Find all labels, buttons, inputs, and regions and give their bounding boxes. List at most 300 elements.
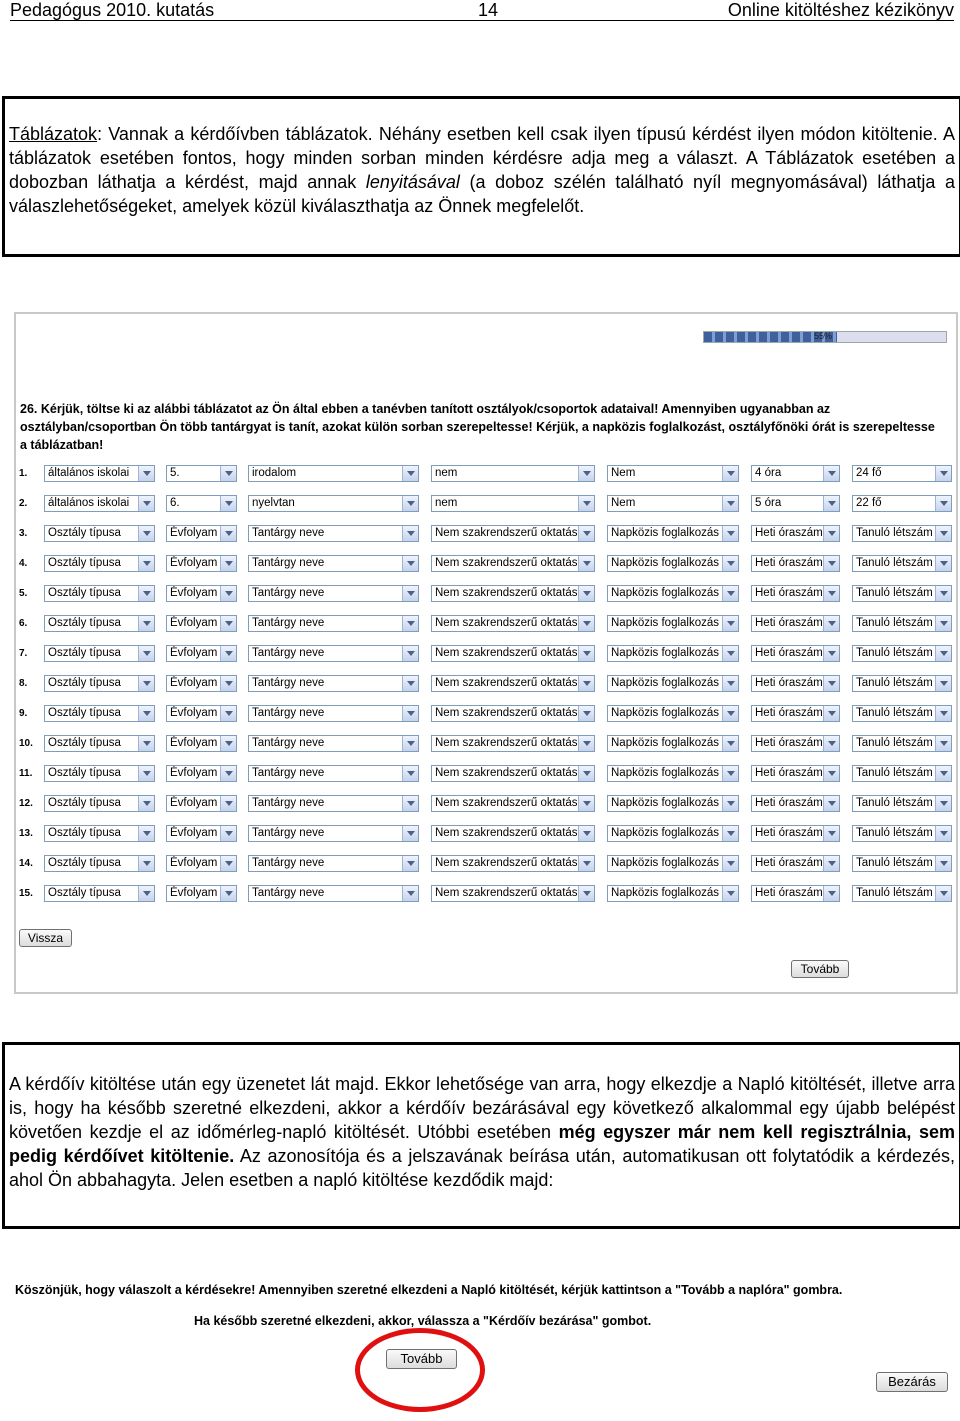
select-value: Nem szakrendszerű oktatás xyxy=(435,827,578,839)
table-row xyxy=(16,765,956,785)
dropdown-arrow-icon[interactable] xyxy=(823,736,839,751)
select-value: Napközis foglalkozás xyxy=(611,617,720,629)
grade-select[interactable] xyxy=(166,675,237,692)
grade-select[interactable] xyxy=(166,585,237,602)
dropdown-arrow-icon[interactable] xyxy=(935,586,951,601)
dropdown-arrow-icon[interactable] xyxy=(935,706,951,721)
subject-select[interactable] xyxy=(248,705,419,722)
dropdown-arrow-icon[interactable] xyxy=(402,646,418,661)
select-value: Tanuló létszám xyxy=(856,617,933,629)
subject-select[interactable] xyxy=(248,855,419,872)
dropdown-arrow-icon[interactable] xyxy=(578,586,594,601)
dropdown-arrow-icon[interactable] xyxy=(402,556,418,571)
select-value: Napközis foglalkozás xyxy=(611,767,720,779)
select-value: Heti óraszám xyxy=(755,887,823,899)
select-value: Nem szakrendszerű oktatás xyxy=(435,677,578,689)
dropdown-arrow-icon[interactable] xyxy=(220,646,236,661)
dropdown-arrow-icon[interactable] xyxy=(722,676,738,691)
dropdown-arrow-icon[interactable] xyxy=(138,796,154,811)
student-count-select[interactable] xyxy=(852,555,952,572)
select-value: nyelvtan xyxy=(252,497,295,509)
select-value: Tantárgy neve xyxy=(252,527,325,539)
dropdown-arrow-icon[interactable] xyxy=(138,616,154,631)
dropdown-arrow-icon[interactable] xyxy=(402,526,418,541)
class-type-select[interactable] xyxy=(44,645,155,662)
student-count-select[interactable] xyxy=(852,675,952,692)
class-type-select[interactable] xyxy=(44,495,155,512)
dropdown-arrow-icon[interactable] xyxy=(220,706,236,721)
after-school-select[interactable] xyxy=(607,825,739,842)
dropdown-arrow-icon[interactable] xyxy=(722,736,738,751)
non-specialized-select[interactable] xyxy=(431,615,595,632)
dropdown-arrow-icon[interactable] xyxy=(138,646,154,661)
non-specialized-select[interactable] xyxy=(431,885,595,902)
select-value: Tanuló létszám xyxy=(856,827,933,839)
non-specialized-select[interactable] xyxy=(431,825,595,842)
weekly-hours-select[interactable] xyxy=(751,795,840,812)
thanks-message: Köszönjük, hogy válaszolt a kérdésekre! Amennyiben szeretné elkezdeni a Napló kitöltését, kérjük kattintson a "Tovább a naplóra" gombra. xyxy=(15,1283,843,1297)
dropdown-arrow-icon[interactable] xyxy=(722,826,738,841)
dropdown-arrow-icon[interactable] xyxy=(138,676,154,691)
non-specialized-select[interactable] xyxy=(431,705,595,722)
dropdown-arrow-icon[interactable] xyxy=(220,886,236,901)
grade-select[interactable] xyxy=(166,645,237,662)
dropdown-arrow-icon[interactable] xyxy=(722,796,738,811)
dropdown-arrow-icon[interactable] xyxy=(578,766,594,781)
select-value: Heti óraszám xyxy=(755,707,823,719)
dropdown-arrow-icon[interactable] xyxy=(138,766,154,781)
student-count-select[interactable] xyxy=(852,615,952,632)
non-specialized-select[interactable] xyxy=(431,795,595,812)
row-number: 6. xyxy=(19,618,28,629)
dropdown-arrow-icon[interactable] xyxy=(823,826,839,841)
weekly-hours-select[interactable] xyxy=(751,585,840,602)
select-value: Évfolyam xyxy=(170,527,218,539)
student-count-select[interactable] xyxy=(852,585,952,602)
dropdown-arrow-icon[interactable] xyxy=(722,616,738,631)
dropdown-arrow-icon[interactable] xyxy=(220,736,236,751)
select-value: Tanuló létszám xyxy=(856,587,933,599)
dropdown-arrow-icon[interactable] xyxy=(935,856,951,871)
student-count-select[interactable] xyxy=(852,495,952,512)
select-value: 5 óra xyxy=(755,497,782,509)
question-text: 26. Kérjük, töltse ki az alábbi táblázatot az Ön által ebben a tanévben tanított osztályok/csoportok adataival! Amennyiben ugyanabban az osztályban/csoportban Ön több tantárgyat is tanít, azokat külön sorban szerepeltesse! Kérjük, a napközis foglalkozást, osztályfőnöki órát is szerepeltesse a táblázatban! xyxy=(20,402,935,452)
after-school-select[interactable] xyxy=(607,525,739,542)
select-value: Heti óraszám xyxy=(755,797,823,809)
select-value: általános iskolai xyxy=(48,497,130,509)
dropdown-arrow-icon[interactable] xyxy=(402,856,418,871)
dropdown-arrow-icon[interactable] xyxy=(935,886,951,901)
select-value: Tanuló létszám xyxy=(856,797,933,809)
dropdown-arrow-icon[interactable] xyxy=(935,736,951,751)
dropdown-arrow-icon[interactable] xyxy=(220,826,236,841)
dropdown-arrow-icon[interactable] xyxy=(402,796,418,811)
dropdown-arrow-icon[interactable] xyxy=(935,466,951,481)
subject-select[interactable] xyxy=(248,795,419,812)
student-count-select[interactable] xyxy=(852,765,952,782)
after-school-select[interactable] xyxy=(607,465,739,482)
select-value: Nem szakrendszerű oktatás xyxy=(435,737,578,749)
select-value: Heti óraszám xyxy=(755,677,823,689)
after-school-select[interactable] xyxy=(607,765,739,782)
tables-text-italic: lenyitásával xyxy=(365,172,460,192)
non-specialized-select[interactable] xyxy=(431,525,595,542)
class-type-select[interactable] xyxy=(44,735,155,752)
select-value: Évfolyam xyxy=(170,797,218,809)
dropdown-arrow-icon[interactable] xyxy=(138,526,154,541)
weekly-hours-select[interactable] xyxy=(751,465,840,482)
dropdown-arrow-icon[interactable] xyxy=(138,466,154,481)
select-value: Napközis foglalkozás xyxy=(611,797,720,809)
table-row xyxy=(16,645,956,665)
header-left: Pedagógus 2010. kutatás xyxy=(10,0,215,20)
weekly-hours-select[interactable] xyxy=(751,855,840,872)
dropdown-arrow-icon[interactable] xyxy=(220,856,236,871)
completion-text-bold: még egyszer már nem kell regisztrálnia, sem pedig kérdőívet kitöltenie. xyxy=(9,1122,955,1166)
dropdown-arrow-icon[interactable] xyxy=(138,826,154,841)
select-value: Osztály típusa xyxy=(48,557,121,569)
select-value: Tanuló létszám xyxy=(856,557,933,569)
after-school-select[interactable] xyxy=(607,885,739,902)
dropdown-arrow-icon[interactable] xyxy=(935,616,951,631)
class-type-select[interactable] xyxy=(44,615,155,632)
dropdown-arrow-icon[interactable] xyxy=(138,706,154,721)
dropdown-arrow-icon[interactable] xyxy=(138,856,154,871)
dropdown-arrow-icon[interactable] xyxy=(402,586,418,601)
dropdown-arrow-icon[interactable] xyxy=(722,466,738,481)
select-value: Tanuló létszám xyxy=(856,707,933,719)
dropdown-arrow-icon[interactable] xyxy=(578,796,594,811)
tables-text-1: : Vannak a kérdőívben táblázatok. Néhány esetben kell csak ilyen típusú kérdést ilyen módon kitöltenie. A táblázatok esetében fontos, hogy minden sorban minden kérdésre adja meg a választ. A Táblázatok esetében a dobozban láthatja a kérdést, majd annak xyxy=(9,124,955,192)
after-school-select[interactable] xyxy=(607,675,739,692)
table-row xyxy=(16,675,956,695)
select-value: Nem szakrendszerű oktatás xyxy=(435,887,578,899)
completion-info-box xyxy=(2,1042,960,1229)
select-value: Nem szakrendszerű oktatás xyxy=(435,767,578,779)
table-row xyxy=(16,705,956,725)
dropdown-arrow-icon[interactable] xyxy=(722,556,738,571)
dropdown-arrow-icon[interactable] xyxy=(220,586,236,601)
dropdown-arrow-icon[interactable] xyxy=(722,586,738,601)
subject-select[interactable] xyxy=(248,675,419,692)
dropdown-arrow-icon[interactable] xyxy=(722,766,738,781)
non-specialized-select[interactable] xyxy=(431,465,595,482)
after-school-select[interactable] xyxy=(607,585,739,602)
dropdown-arrow-icon[interactable] xyxy=(823,676,839,691)
tables-info-box xyxy=(2,96,960,257)
dropdown-arrow-icon[interactable] xyxy=(823,496,839,511)
select-value: Tantárgy neve xyxy=(252,887,325,899)
select-value: Tantárgy neve xyxy=(252,797,325,809)
select-value: Heti óraszám xyxy=(755,647,823,659)
weekly-hours-select[interactable] xyxy=(751,675,840,692)
dropdown-arrow-icon[interactable] xyxy=(578,616,594,631)
class-type-select[interactable] xyxy=(44,585,155,602)
select-value: Heti óraszám xyxy=(755,827,823,839)
dropdown-arrow-icon[interactable] xyxy=(823,646,839,661)
dropdown-arrow-icon[interactable] xyxy=(578,676,594,691)
student-count-select[interactable] xyxy=(852,885,952,902)
subject-select[interactable] xyxy=(248,525,419,542)
select-value: Heti óraszám xyxy=(755,737,823,749)
dropdown-arrow-icon[interactable] xyxy=(935,526,951,541)
dropdown-arrow-icon[interactable] xyxy=(578,886,594,901)
dropdown-arrow-icon[interactable] xyxy=(722,706,738,721)
select-value: 22 fő xyxy=(856,497,882,509)
dropdown-arrow-icon[interactable] xyxy=(220,466,236,481)
grade-select[interactable] xyxy=(166,525,237,542)
dropdown-arrow-icon[interactable] xyxy=(220,676,236,691)
row-number: 11. xyxy=(19,768,33,779)
dropdown-arrow-icon[interactable] xyxy=(402,826,418,841)
dropdown-arrow-icon[interactable] xyxy=(722,886,738,901)
dropdown-arrow-icon[interactable] xyxy=(578,496,594,511)
non-specialized-select[interactable] xyxy=(431,735,595,752)
dropdown-arrow-icon[interactable] xyxy=(402,676,418,691)
subject-select[interactable] xyxy=(248,765,419,782)
weekly-hours-select[interactable] xyxy=(751,495,840,512)
dropdown-arrow-icon[interactable] xyxy=(823,526,839,541)
class-type-select[interactable] xyxy=(44,465,155,482)
select-value: Heti óraszám xyxy=(755,587,823,599)
after-school-select[interactable] xyxy=(607,855,739,872)
student-count-select[interactable] xyxy=(852,795,952,812)
row-number: 13. xyxy=(19,828,33,839)
student-count-select[interactable] xyxy=(852,825,952,842)
grade-select[interactable] xyxy=(166,735,237,752)
student-count-select[interactable] xyxy=(852,705,952,722)
dropdown-arrow-icon[interactable] xyxy=(578,646,594,661)
weekly-hours-select[interactable] xyxy=(751,735,840,752)
dropdown-arrow-icon[interactable] xyxy=(402,616,418,631)
non-specialized-select[interactable] xyxy=(431,645,595,662)
dropdown-arrow-icon[interactable] xyxy=(823,886,839,901)
select-value: Évfolyam xyxy=(170,617,218,629)
select-value: Tanuló létszám xyxy=(856,647,933,659)
dropdown-arrow-icon[interactable] xyxy=(823,586,839,601)
dropdown-arrow-icon[interactable] xyxy=(722,856,738,871)
select-value: Osztály típusa xyxy=(48,527,121,539)
class-type-select[interactable] xyxy=(44,855,155,872)
class-type-select[interactable] xyxy=(44,705,155,722)
dropdown-arrow-icon[interactable] xyxy=(578,856,594,871)
dropdown-arrow-icon[interactable] xyxy=(935,766,951,781)
after-school-select[interactable] xyxy=(607,645,739,662)
select-value: Tantárgy neve xyxy=(252,647,325,659)
dropdown-arrow-icon[interactable] xyxy=(935,646,951,661)
dropdown-arrow-icon[interactable] xyxy=(138,556,154,571)
dropdown-arrow-icon[interactable] xyxy=(722,496,738,511)
select-value: Napközis foglalkozás xyxy=(611,677,720,689)
after-school-select[interactable] xyxy=(607,705,739,722)
subject-select[interactable] xyxy=(248,615,419,632)
dropdown-arrow-icon[interactable] xyxy=(138,586,154,601)
dropdown-arrow-icon[interactable] xyxy=(578,466,594,481)
dropdown-arrow-icon[interactable] xyxy=(402,706,418,721)
weekly-hours-select[interactable] xyxy=(751,705,840,722)
header-right: Online kitöltéshez kézikönyv xyxy=(727,0,954,20)
grade-select[interactable] xyxy=(166,495,237,512)
student-count-select[interactable] xyxy=(852,855,952,872)
dropdown-arrow-icon[interactable] xyxy=(935,796,951,811)
subject-select[interactable] xyxy=(248,735,419,752)
next-button[interactable]: Tovább xyxy=(791,960,849,978)
after-school-select[interactable] xyxy=(607,615,739,632)
row-number: 2. xyxy=(19,498,28,509)
dropdown-arrow-icon[interactable] xyxy=(578,706,594,721)
weekly-hours-select[interactable] xyxy=(751,645,840,662)
row-number: 15. xyxy=(19,888,33,899)
dropdown-arrow-icon[interactable] xyxy=(138,496,154,511)
after-school-select[interactable] xyxy=(607,735,739,752)
student-count-select[interactable] xyxy=(852,465,952,482)
grade-select[interactable] xyxy=(166,465,237,482)
non-specialized-select[interactable] xyxy=(431,585,595,602)
row-number: 8. xyxy=(19,678,28,689)
after-school-select[interactable] xyxy=(607,555,739,572)
dropdown-arrow-icon[interactable] xyxy=(138,736,154,751)
dropdown-arrow-icon[interactable] xyxy=(402,736,418,751)
student-count-select[interactable] xyxy=(852,735,952,752)
grade-select[interactable] xyxy=(166,825,237,842)
dropdown-arrow-icon[interactable] xyxy=(823,556,839,571)
dropdown-arrow-icon[interactable] xyxy=(823,796,839,811)
dropdown-arrow-icon[interactable] xyxy=(220,616,236,631)
dropdown-arrow-icon[interactable] xyxy=(823,856,839,871)
select-value: Tantárgy neve xyxy=(252,767,325,779)
dropdown-arrow-icon[interactable] xyxy=(220,766,236,781)
subject-select[interactable] xyxy=(248,885,419,902)
select-value: 24 fő xyxy=(856,467,882,479)
dropdown-arrow-icon[interactable] xyxy=(578,826,594,841)
class-type-select[interactable] xyxy=(44,555,155,572)
dropdown-arrow-icon[interactable] xyxy=(402,766,418,781)
continue-to-diary-button[interactable]: Tovább xyxy=(386,1349,457,1369)
class-type-select[interactable] xyxy=(44,795,155,812)
dropdown-arrow-icon[interactable] xyxy=(823,466,839,481)
weekly-hours-select[interactable] xyxy=(751,765,840,782)
select-value: nem xyxy=(435,467,458,479)
non-specialized-select[interactable] xyxy=(431,495,595,512)
dropdown-arrow-icon[interactable] xyxy=(935,826,951,841)
tables-term: Táblázatok xyxy=(9,124,98,144)
dropdown-arrow-icon[interactable] xyxy=(823,616,839,631)
non-specialized-select[interactable] xyxy=(431,855,595,872)
select-value: Nem szakrendszerű oktatás xyxy=(435,797,578,809)
dropdown-arrow-icon[interactable] xyxy=(220,496,236,511)
subject-select[interactable] xyxy=(248,555,419,572)
dropdown-arrow-icon[interactable] xyxy=(220,556,236,571)
dropdown-arrow-icon[interactable] xyxy=(935,556,951,571)
grade-select[interactable] xyxy=(166,885,237,902)
student-count-select[interactable] xyxy=(852,645,952,662)
dropdown-arrow-icon[interactable] xyxy=(578,736,594,751)
row-number: 7. xyxy=(19,648,28,659)
row-number: 12. xyxy=(19,798,33,809)
dropdown-arrow-icon[interactable] xyxy=(722,526,738,541)
after-school-select[interactable] xyxy=(607,495,739,512)
subject-select[interactable] xyxy=(248,495,419,512)
row-number: 10. xyxy=(19,738,33,749)
subject-select[interactable] xyxy=(248,825,419,842)
class-type-select[interactable] xyxy=(44,825,155,842)
select-value: Évfolyam xyxy=(170,827,218,839)
dropdown-arrow-icon[interactable] xyxy=(220,526,236,541)
later-message: Ha később szeretné elkezdeni, akkor, válassza a "Kérdőív bezárása" gombot. xyxy=(194,1314,652,1328)
select-value: Nem szakrendszerű oktatás xyxy=(435,647,578,659)
non-specialized-select[interactable] xyxy=(431,765,595,782)
grade-select[interactable] xyxy=(166,855,237,872)
table-row xyxy=(16,855,956,875)
weekly-hours-select[interactable] xyxy=(751,615,840,632)
dropdown-arrow-icon[interactable] xyxy=(402,886,418,901)
weekly-hours-select[interactable] xyxy=(751,825,840,842)
dropdown-arrow-icon[interactable] xyxy=(578,556,594,571)
row-number: 1. xyxy=(19,468,28,479)
subject-select[interactable] xyxy=(248,465,419,482)
dropdown-arrow-icon[interactable] xyxy=(402,466,418,481)
back-button[interactable]: Vissza xyxy=(19,929,72,947)
select-value: irodalom xyxy=(252,467,297,479)
weekly-hours-select[interactable] xyxy=(751,885,840,902)
dropdown-arrow-icon[interactable] xyxy=(823,766,839,781)
select-value: Tanuló létszám xyxy=(856,737,933,749)
select-value: Tantárgy neve xyxy=(252,857,325,869)
close-questionnaire-button[interactable]: Bezárás xyxy=(876,1372,948,1392)
dropdown-arrow-icon[interactable] xyxy=(402,496,418,511)
class-type-select[interactable] xyxy=(44,525,155,542)
dropdown-arrow-icon[interactable] xyxy=(220,796,236,811)
grade-select[interactable] xyxy=(166,765,237,782)
completion-info-text xyxy=(9,1072,955,1192)
select-value: Osztály típusa xyxy=(48,767,121,779)
grade-select[interactable] xyxy=(166,705,237,722)
select-value: Napközis foglalkozás xyxy=(611,707,720,719)
after-school-select[interactable] xyxy=(607,795,739,812)
dropdown-arrow-icon[interactable] xyxy=(138,886,154,901)
select-value: Napközis foglalkozás xyxy=(611,827,720,839)
select-value: Évfolyam xyxy=(170,677,218,689)
non-specialized-select[interactable] xyxy=(431,555,595,572)
subject-select[interactable] xyxy=(248,585,419,602)
dropdown-arrow-icon[interactable] xyxy=(722,646,738,661)
dropdown-arrow-icon[interactable] xyxy=(935,496,951,511)
weekly-hours-select[interactable] xyxy=(751,525,840,542)
class-type-select[interactable] xyxy=(44,885,155,902)
grade-select[interactable] xyxy=(166,795,237,812)
select-value: Évfolyam xyxy=(170,707,218,719)
row-number: 5. xyxy=(19,588,28,599)
select-value: Tantárgy neve xyxy=(252,677,325,689)
weekly-hours-select[interactable] xyxy=(751,555,840,572)
dropdown-arrow-icon[interactable] xyxy=(823,706,839,721)
class-type-select[interactable] xyxy=(44,675,155,692)
dropdown-arrow-icon[interactable] xyxy=(578,526,594,541)
non-specialized-select[interactable] xyxy=(431,675,595,692)
subject-select[interactable] xyxy=(248,645,419,662)
grade-select[interactable] xyxy=(166,615,237,632)
select-value: Heti óraszám xyxy=(755,767,823,779)
row-number: 3. xyxy=(19,528,28,539)
page-number: 14 xyxy=(478,0,499,20)
select-value: Napközis foglalkozás xyxy=(611,887,720,899)
student-count-select[interactable] xyxy=(852,525,952,542)
dropdown-arrow-icon[interactable] xyxy=(935,676,951,691)
class-type-select[interactable] xyxy=(44,765,155,782)
row-number: 4. xyxy=(19,558,28,569)
grade-select[interactable] xyxy=(166,555,237,572)
select-value: Napközis foglalkozás xyxy=(611,737,720,749)
